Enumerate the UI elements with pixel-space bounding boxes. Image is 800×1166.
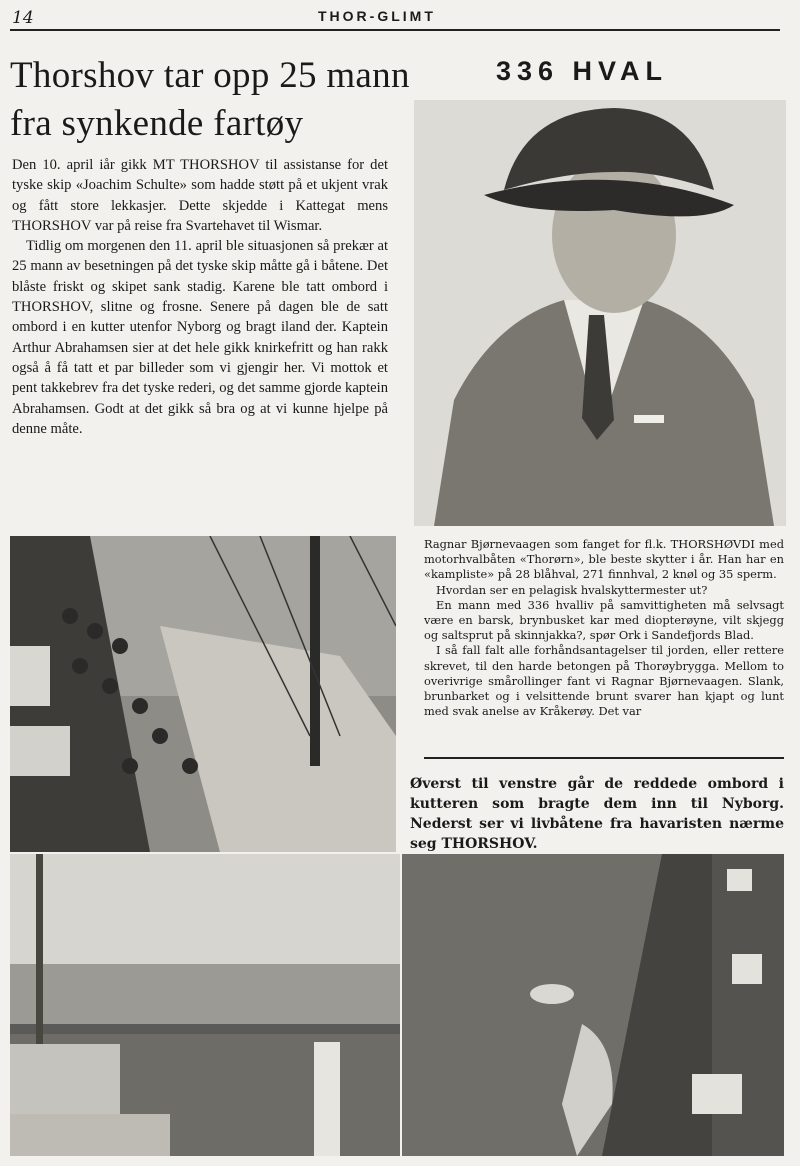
sidebar-paragraph-3: En mann med 336 hvalliv på samvittigheten må selvsagt være en barsk, brynbusket kar med diopterøyne, vilt skjegg og saltsprut på skinnjakka?, spør Ork i Sandefjords Blad.: [424, 597, 784, 643]
article-body: [12, 155, 388, 439]
caption-rule: [424, 757, 784, 759]
lifeboats-approach-photo: [10, 854, 400, 1156]
sidebar-title: 336 HVAL: [496, 56, 669, 86]
sidebar-body: [424, 537, 784, 719]
header-rule: [10, 29, 780, 31]
publication-title: THOR-GLIMT: [318, 8, 436, 24]
article-headline: Thorshov tar opp 25 mann fra synkende fartøy: [10, 55, 410, 144]
photo-caption: Øverst til venstre går de reddede ombord i kutteren som bragte dem inn til Nyborg. Nederst ser vi livbåtene fra havaristen nærme seg THORSHOV.: [410, 776, 784, 852]
lifeboat-alongside-photo: [402, 854, 784, 1156]
sidebar-paragraph-4: I så fall falt alle forhåndsantagelser til jorden, eller rettere skrevet, til den harde betongen på Thorøybrygga. Mellom to overivrige smårollinger fant vi Ragnar Bjørnevaagen. Slank, brunbarket og i velsittende brunt svarer han kjapt og lunt med svak anelse av Kråkerøy. Det var: [424, 643, 784, 719]
article-paragraph-1: Den 10. april iår gikk MT THORSHOV til assistanse for det tyske skip «Joachim Schulte» som hadde støtt på et ukjent vrak og fått store lekkasjer. Dette skjedde i Kattegat mens THORSHOV var på reise fra Svartehavet til Wismar.: [12, 157, 388, 234]
sidebar-paragraph-2: Hvordan ser en pelagisk hvalskyttermester ut?: [436, 582, 708, 597]
page-number: 14: [12, 8, 34, 28]
portrait-photo: [414, 100, 786, 526]
sidebar-paragraph-1: Ragnar Bjørnevaagen som fanget for fl.k. THORSHØVDI med motorhvalbåten «Thorørn», ble beste skytter i år. Han har en «kampliste» på 28 blåhval, 271 finnhval, 2 knøl og 35 sperm.: [424, 537, 784, 582]
article-paragraph-2: Tidlig om morgenen den 11. april ble situasjonen så prekær at 25 mann av besetningen på det tyske skip måtte gå i båtene. Det blåste friskt og skipet sank stadig. Karene ble tatt ombord i THORSHOV, slitne og frosne. Senere på dagen ble de satt ombord i en kutter utenfor Nyborg og bragt iland der. Kaptein Arthur Abrahamsen sier at det hele gikk knirkefritt og han rakk også å få tatt et par billeder som vi gjengir her. Vi mottok et pent takkebrev fra det tyske rederi, og det samme gjorde kaptein Abrahamsen. Godt at det gikk så bra og at vi kunne hjelpe på denne måte.: [12, 238, 388, 437]
deck-rescue-photo: [10, 536, 396, 852]
